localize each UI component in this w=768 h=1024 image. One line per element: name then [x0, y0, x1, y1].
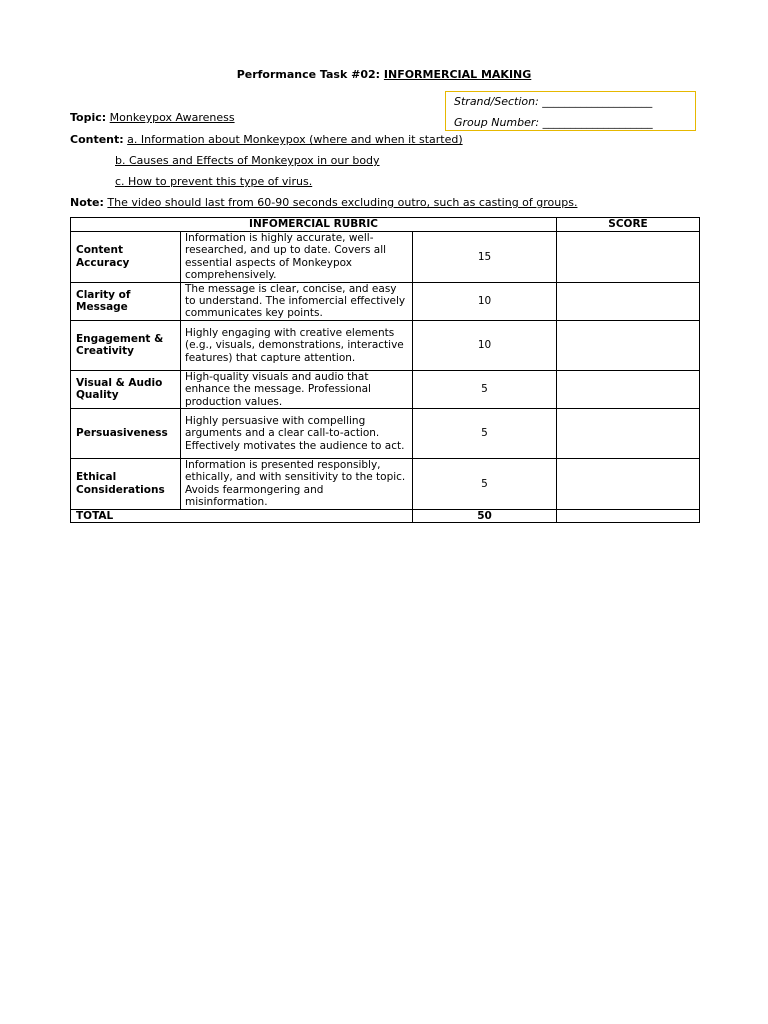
criterion-visual-audio: Visual & Audio Quality	[71, 370, 181, 408]
content-line	[70, 133, 463, 146]
score-cell-persuasiveness[interactable]	[557, 409, 700, 459]
content-item-b-line	[115, 154, 380, 167]
total-score-cell[interactable]	[557, 509, 700, 522]
description-engagement: Highly engaging with creative elements (e.g., visuals, demonstrations, interactive features) that capture attention.	[181, 320, 413, 370]
total-row	[71, 509, 700, 522]
group-number-field[interactable]: Group Number: ____________________	[454, 116, 653, 129]
score-cell-engagement[interactable]	[557, 320, 700, 370]
score-cell-content-accuracy[interactable]	[557, 232, 700, 283]
points-visual-audio: 5	[413, 370, 557, 408]
criterion-persuasiveness: Persuasiveness	[71, 409, 181, 459]
points-ethical: 5	[413, 459, 557, 510]
title-main: INFORMERCIAL MAKING	[383, 68, 532, 81]
description-visual-audio: High-quality visuals and audio that enhance the message. Professional production values.	[181, 370, 413, 408]
score-cell-clarity[interactable]	[557, 282, 700, 320]
score-header: SCORE	[557, 218, 700, 232]
total-value: 50	[413, 509, 557, 522]
points-content-accuracy: 15	[413, 232, 557, 283]
description-ethical: Information is presented responsibly, ethically, and with sensitivity to the topic. Avoids fearmongering and misinformation.	[181, 459, 413, 510]
total-label: TOTAL	[71, 509, 413, 522]
note-line	[70, 196, 577, 209]
table-row	[71, 232, 700, 283]
note-value: The video should last from 60-90 seconds excluding outro, such as casting of groups.	[107, 196, 578, 209]
description-content-accuracy: Information is highly accurate, well-researched, and up to date. Covers all essential aspects of Monkeypox comprehensively.	[181, 232, 413, 283]
table-row	[71, 459, 700, 510]
content-item-c-line	[115, 175, 312, 188]
criterion-engagement: Engagement & Creativity	[71, 320, 181, 370]
document-title	[0, 68, 768, 81]
note-label: Note:	[70, 196, 104, 209]
strand-group-box	[445, 91, 696, 131]
description-clarity: The message is clear, concise, and easy to understand. The infomercial effectively communicates key points.	[181, 282, 413, 320]
points-engagement: 10	[413, 320, 557, 370]
strand-section-field[interactable]: Strand/Section: ____________________	[454, 95, 653, 108]
topic-label: Topic:	[70, 111, 107, 124]
criterion-clarity: Clarity of Message	[71, 282, 181, 320]
table-row	[71, 409, 700, 459]
criterion-ethical: Ethical Considerations	[71, 459, 181, 510]
rubric-table	[70, 217, 700, 523]
score-cell-visual-audio[interactable]	[557, 370, 700, 408]
score-cell-ethical[interactable]	[557, 459, 700, 510]
table-row	[71, 282, 700, 320]
table-row	[71, 370, 700, 408]
topic-line	[70, 111, 235, 124]
rubric-header-row	[71, 218, 700, 232]
table-row	[71, 320, 700, 370]
content-item-b: b. Causes and Effects of Monkeypox in our body	[115, 154, 380, 167]
content-item-c: c. How to prevent this type of virus.	[115, 175, 313, 188]
criterion-content-accuracy: Content Accuracy	[71, 232, 181, 283]
points-persuasiveness: 5	[413, 409, 557, 459]
description-persuasiveness: Highly persuasive with compelling arguments and a clear call-to-action. Effectively motivates the audience to act.	[181, 409, 413, 459]
rubric-title: INFOMERCIAL RUBRIC	[71, 218, 557, 232]
content-item-a: a. Information about Monkeypox (where and when it started)	[127, 133, 463, 146]
content-label: Content:	[70, 133, 124, 146]
title-prefix: Performance Task #02:	[236, 68, 384, 81]
points-clarity: 10	[413, 282, 557, 320]
topic-value: Monkeypox Awareness	[109, 111, 235, 124]
